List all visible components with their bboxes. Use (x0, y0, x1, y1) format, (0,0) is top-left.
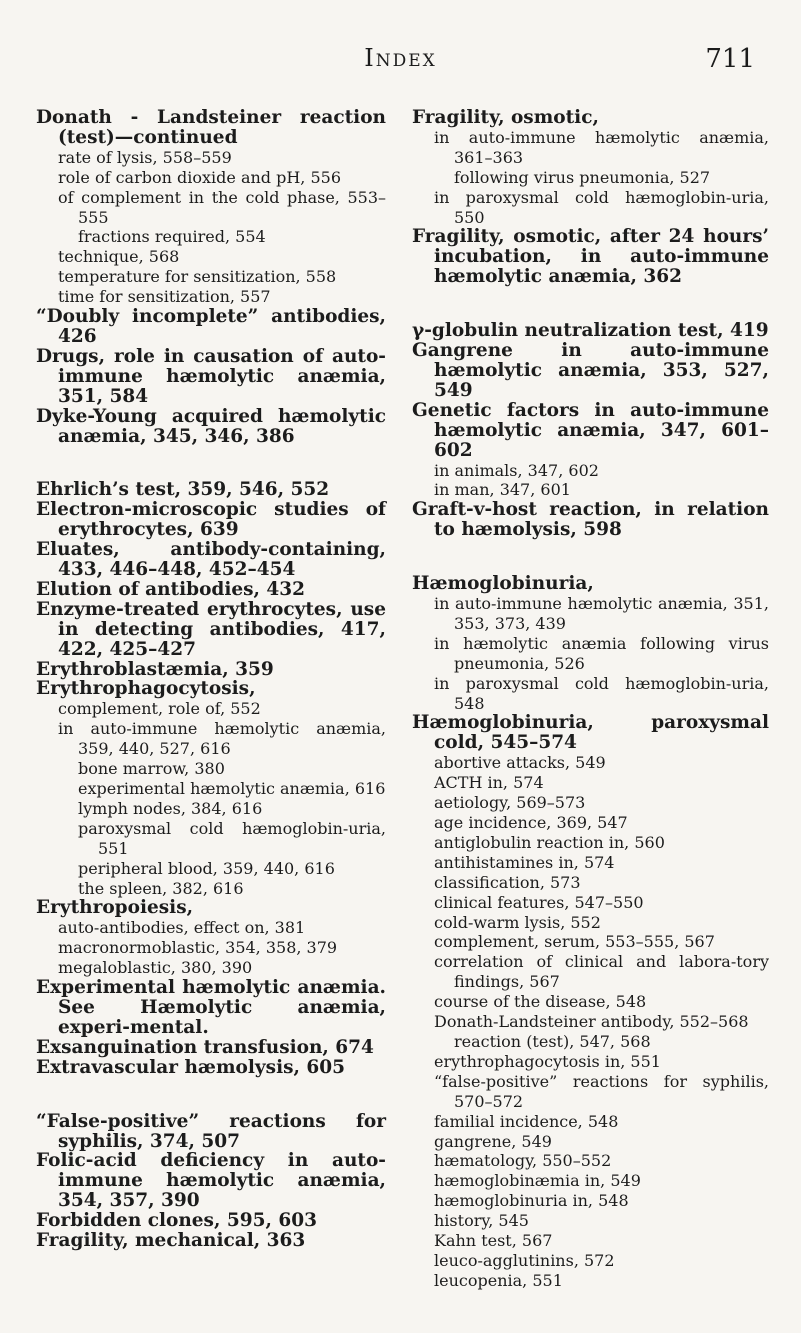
index-subentry: of complement in the cold phase, 553–555 (58, 187, 386, 227)
index-subentry: complement, role of, 552 (58, 699, 261, 719)
index-subentry: leuco-agglutinins, 572 (434, 1250, 615, 1270)
index-heading: Dyke-Young acquired hæmolytic anæmia, 345, 346, 386 (36, 405, 386, 447)
index-subentry: “false-positive” reactions for syphilis, 570–572 (434, 1071, 769, 1111)
index-subentry: leucopenia, 551 (434, 1270, 563, 1290)
index-heading: Hæmoglobinuria, paroxysmal cold, 545–574 (412, 712, 769, 754)
index-subentry: hæmoglobinæmia in, 549 (434, 1171, 641, 1191)
index-heading: Fragility, mechanical, 363 (36, 1230, 306, 1252)
index-heading: Erythropoiesis, (36, 897, 194, 919)
index-subentry: experimental hæmolytic anæmia, 616 (78, 779, 386, 798)
index-subentry: antiglobulin reaction in, 560 (434, 832, 665, 852)
index-heading: Experimental hæmolytic anæmia. See Hæmolytic anæmia, experi-mental. (36, 977, 386, 1038)
index-heading: “Doubly incomplete” antibodies, 426 (36, 306, 386, 347)
index-heading: γ-globulin neutralization test, 419 (412, 320, 769, 342)
index-heading: Ehrlich’s test, 359, 546, 552 (36, 479, 330, 501)
index-subentry: familial incidence, 548 (434, 1111, 619, 1131)
index-subentry: in paroxysmal cold hæmoglobin-uria, 550 (434, 187, 769, 227)
index-subentry: course of the disease, 548 (434, 992, 647, 1012)
index-subentry: time for sensitization, 557 (58, 287, 271, 307)
index-subentry: classification, 573 (434, 872, 581, 892)
index-subentry: the spleen, 382, 616 (78, 878, 244, 898)
index-heading: Gangrene in auto-immune hæmolytic anæmia, 353, 527, 549 (412, 340, 769, 401)
index-subentry: history, 545 (434, 1211, 529, 1231)
index-subentry: aetiology, 569–573 (434, 793, 586, 813)
page-header (0, 44, 801, 84)
index-subentry: age incidence, 369, 547 (434, 813, 628, 832)
index-subentry: Donath-Landsteiner antibody, 552–568 (434, 1012, 749, 1032)
index-subentry: reaction (test), 547, 568 (454, 1031, 651, 1051)
index-subentry: abortive attacks, 549 (434, 753, 606, 773)
index-subentry: in man, 347, 601 (434, 480, 571, 500)
index-subentry: cold-warm lysis, 552 (434, 912, 601, 932)
index-subentry: peripheral blood, 359, 440, 616 (78, 858, 335, 878)
index-subentry: correlation of clinical and labora-tory findings, 567 (434, 952, 769, 992)
index-subentry: lymph nodes, 384, 616 (78, 798, 263, 818)
index-subentry: rate of lysis, 558–559 (58, 147, 232, 167)
index-subentry: antihistamines in, 574 (434, 852, 615, 872)
index-subentry: macronormoblastic, 354, 358, 379 (58, 938, 338, 958)
index-heading: “False-positive” reactions for syphilis, 374, 507 (36, 1110, 386, 1152)
index-subentry: in hæmolytic anæmia following virus pneumonia, 526 (434, 633, 769, 673)
index-subentry: Kahn test, 567 (434, 1231, 553, 1251)
index-heading: Electron-microscopic studies of erythrocytes, 639 (36, 499, 386, 541)
index-subentry: erythrophagocytosis in, 551 (434, 1051, 661, 1071)
index-heading: Erythrophagocytosis, (36, 678, 256, 700)
index-subentry: clinical features, 547–550 (434, 892, 644, 912)
index-subentry: technique, 568 (58, 247, 180, 267)
index-heading: Graft-v-host reaction, in relation to hæmolysis, 598 (412, 499, 769, 541)
index-heading: Fragility, osmotic, after 24 hours’ incubation, in auto-immune hæmolytic anæmia, 362 (412, 226, 769, 288)
index-column-left (36, 108, 386, 1251)
index-subentry: bone marrow, 380 (78, 759, 225, 779)
index-subentry: paroxysmal cold hæmoglobin-uria, 551 (78, 818, 386, 858)
running-head: Index (364, 44, 437, 72)
index-subentry: hæmatology, 550–552 (434, 1151, 612, 1171)
page-number: 711 (705, 44, 755, 74)
index-heading: Hæmoglobinuria, (412, 573, 594, 595)
index-heading: Drugs, role in causation of auto-immune hæmolytic anæmia, 351, 584 (36, 345, 386, 407)
index-subentry: in paroxysmal cold hæmoglobin-uria, 548 (434, 673, 769, 713)
index-subentry: gangrene, 549 (434, 1131, 552, 1151)
index-subentry: fractions required, 554 (78, 227, 266, 247)
index-subentry: hæmoglobinuria in, 548 (434, 1191, 629, 1211)
index-heading: Genetic factors in auto-immune hæmolytic anæmia, 347, 601–602 (412, 399, 769, 461)
index-heading: Enzyme-treated erythrocytes, use in detecting antibodies, 417, 422, 425–427 (36, 598, 386, 660)
index-subentry: auto-antibodies, effect on, 381 (58, 918, 306, 938)
index-heading: Exsanguination transfusion, 674 (36, 1036, 374, 1058)
index-heading: Folic-acid deficiency in auto-immune hæmolytic anæmia, 354, 357, 390 (36, 1150, 386, 1212)
index-heading: Elution of antibodies, 432 (36, 578, 306, 600)
index-subentry: in auto-immune hæmolytic anæmia, 351, 353, 373, 439 (434, 594, 769, 633)
index-subentry: ACTH in, 574 (434, 773, 544, 793)
index-heading: Forbidden clones, 595, 603 (36, 1210, 317, 1232)
index-subentry: megaloblastic, 380, 390 (58, 958, 253, 978)
index-heading: Extravascular hæmolysis, 605 (36, 1056, 346, 1078)
index-heading: Erythroblastæmia, 359 (36, 658, 274, 680)
index-subentry: following virus pneumonia, 527 (454, 167, 711, 187)
index-heading: Fragility, osmotic, (412, 107, 599, 128)
index-subentry: in auto-immune hæmolytic anæmia, 359, 440, 527, 616 (58, 719, 386, 759)
index-subentry: role of carbon dioxide and pH, 556 (58, 167, 342, 187)
index-column-right (412, 108, 769, 1291)
index-heading: Donath - Landsteiner reaction (test)—continued (36, 107, 386, 148)
index-subentry: in auto-immune hæmolytic anæmia, 361–363 (434, 127, 769, 167)
index-subentry: in animals, 347, 602 (434, 460, 599, 480)
index-subentry: temperature for sensitization, 558 (58, 267, 337, 287)
index-heading: Eluates, antibody-containing, 433, 446–448, 452–454 (36, 539, 386, 581)
index-subentry: complement, serum, 553–555, 567 (434, 932, 715, 952)
